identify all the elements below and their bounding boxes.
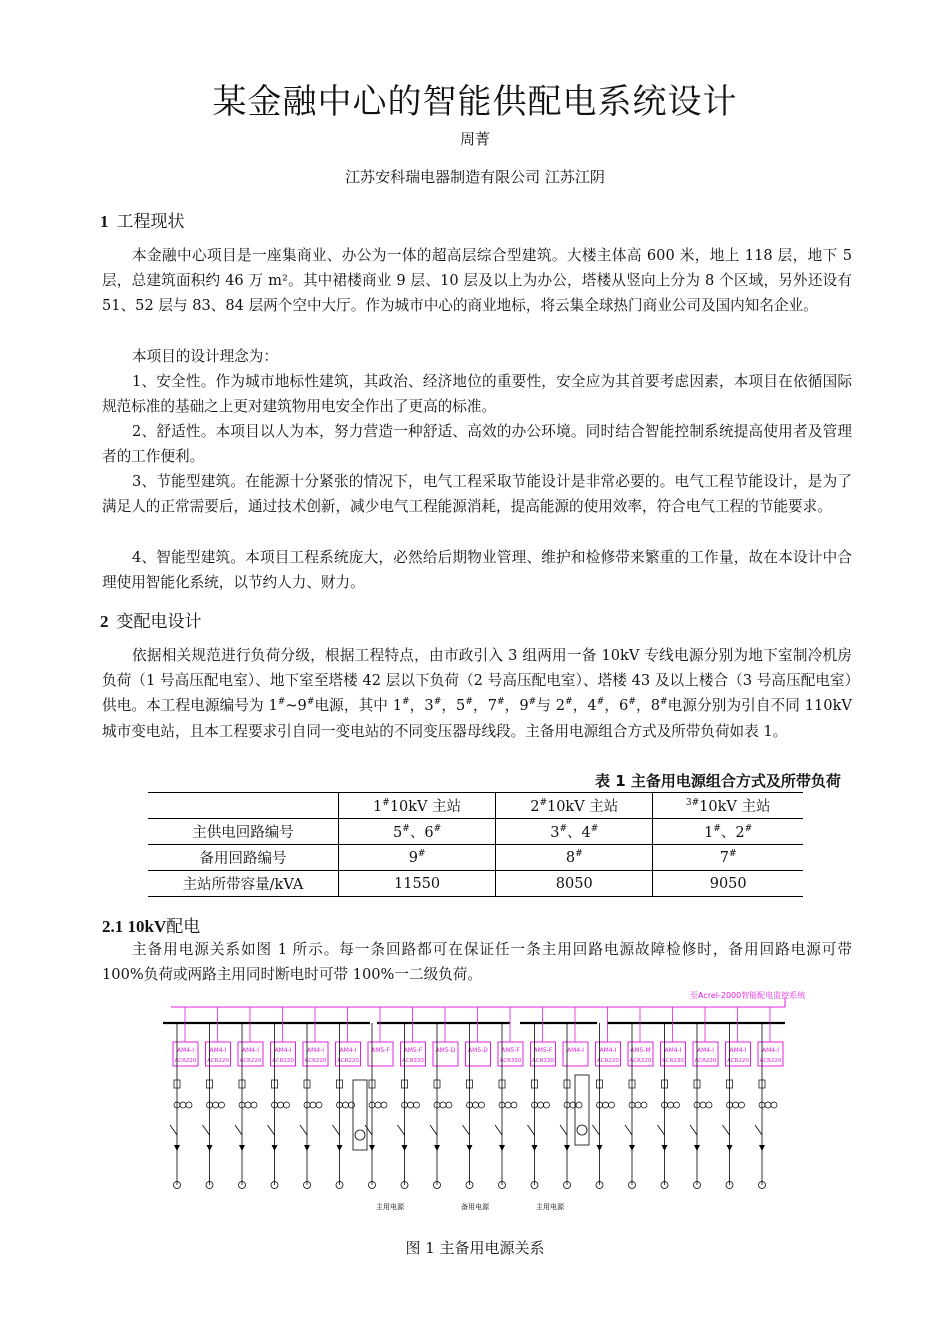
meter-model-label: AM4-I bbox=[241, 1047, 260, 1054]
section-1-paragraph-5: 3、节能型建筑。在能源十分紧张的情况下，电气工程采取节能设计是非常必要的。电气工程节能设计，是为了满足人的正常需要后，通过技术创新，减少电气工程能源消耗，提高能源的使用效率，符合电气工程的节能要求。 bbox=[102, 473, 852, 516]
meter-model-label: AM5-F bbox=[371, 1047, 390, 1054]
switch-symbol bbox=[170, 1125, 177, 1135]
table-cell: 5#、6# bbox=[339, 819, 496, 845]
ct-symbol bbox=[219, 1102, 225, 1108]
meter-model-label: AM5-M bbox=[630, 1047, 651, 1054]
meter-model-label: AM4-I bbox=[176, 1047, 195, 1054]
ct-symbol bbox=[511, 1102, 517, 1108]
monitoring-system-label: 至Acrel-2000智能配电监控系统 bbox=[690, 991, 805, 1000]
ct-symbol bbox=[733, 1102, 739, 1108]
pt-symbol bbox=[355, 1130, 365, 1140]
table-header-cell: 1#10kV 主站 bbox=[339, 793, 496, 819]
section-2-title: 变配电设计 bbox=[116, 612, 202, 632]
source-label: 主用电源 bbox=[376, 1203, 404, 1211]
section-1-number: 1 bbox=[100, 212, 109, 231]
arrow-symbol bbox=[337, 1145, 343, 1151]
table-header-cell: 2#10kV 主站 bbox=[496, 793, 653, 819]
ct-symbol bbox=[180, 1102, 186, 1108]
meter-model-label: AM5-F bbox=[501, 1047, 520, 1054]
meter-type-label: ACR220 bbox=[304, 1058, 327, 1064]
arrow-symbol bbox=[467, 1145, 473, 1151]
switch-symbol bbox=[398, 1125, 405, 1135]
section-1-paragraph-4: 2、舒适性。本项目以人为本，努力营造一种舒适、高效的办公环境。同时结合智能控制系统提高使用者及管理者的工作便利。 bbox=[102, 423, 852, 466]
paper-title: 某金融中心的智能供配电系统设计 bbox=[212, 82, 738, 122]
switch-symbol bbox=[625, 1125, 632, 1135]
table-cell: 1#、2# bbox=[653, 819, 803, 845]
meter-model-label: AM5-D bbox=[468, 1047, 488, 1054]
table-cell: 3#、4# bbox=[496, 819, 653, 845]
meter-model-label: AM4-I bbox=[729, 1047, 747, 1054]
ct-symbol bbox=[603, 1102, 609, 1108]
arrow-symbol bbox=[239, 1145, 245, 1151]
meter-type-label: ACR220 bbox=[629, 1058, 652, 1064]
section-1-paragraph-2: 本项目的设计理念为： bbox=[132, 348, 278, 365]
switch-symbol bbox=[333, 1125, 340, 1135]
table-header-cell: $^{3\#}$10kV 主站 bbox=[653, 793, 803, 819]
ct-symbol bbox=[284, 1102, 290, 1108]
arrow-symbol bbox=[564, 1145, 570, 1151]
table-cell: 8# bbox=[496, 845, 653, 871]
ct-symbol bbox=[310, 1102, 316, 1108]
switch-symbol bbox=[755, 1125, 762, 1135]
meter-type-label: ACR220 bbox=[207, 1058, 229, 1064]
ct-symbol bbox=[343, 1102, 349, 1108]
ct-symbol bbox=[700, 1102, 706, 1108]
section-2-1-paragraph-1: 主备用电源关系如图 1 所示。每一条回路都可在保证任一条主用回路电源故障检修时，备用回路电源可带 100%负荷或两路主用同时断电时可带 100%一二级负荷。 bbox=[102, 941, 852, 984]
ct-symbol bbox=[245, 1102, 251, 1108]
switch-symbol bbox=[528, 1125, 535, 1135]
section-2-1-heading bbox=[102, 912, 200, 937]
switch-symbol bbox=[593, 1125, 600, 1135]
ct-symbol bbox=[635, 1102, 641, 1108]
ct-symbol bbox=[739, 1102, 745, 1108]
ct-symbol bbox=[505, 1102, 511, 1108]
switch-symbol bbox=[690, 1125, 697, 1135]
switch-symbol bbox=[235, 1125, 242, 1135]
table-cell: 8050 bbox=[496, 871, 653, 897]
section-1-paragraph-3: 1、安全性。作为城市地标性建筑，其政治、经济地位的重要性，安全应为其首要考虑因素，本项目在依循国际规范标准的基础之上更对建筑物用电安全作出了更高的标准。 bbox=[102, 373, 852, 416]
ct-symbol bbox=[576, 1102, 582, 1108]
section-2-paragraph-1: 依据相关规范进行负荷分级，根据工程特点，由市政引入 3 组两用一备 10kV 专线电源分别为地下室制冷机房负荷（1 号高压配电室）、地下室至塔楼 42 层以下负荷（2 号高压配电室）、塔楼 43 及以上楼合（3 号高压配电室）供电。本工程电源编号为 1#~9#电源，其中 1#，3#，5#，7#，9#与 2#，4#，6#，8#电源分别为引自不同 110kV 城市变电站，且本工程要求引自同一变电站的不同变压器母线段。主备用电源组合方式及所带负荷如表 1。 bbox=[102, 647, 852, 740]
meter-type-label: ACR330 bbox=[402, 1058, 424, 1064]
switch-symbol bbox=[658, 1125, 665, 1135]
meter-type-label: ACR330 bbox=[532, 1058, 554, 1064]
table-row bbox=[148, 819, 803, 845]
arrow-symbol bbox=[272, 1145, 278, 1151]
meter-model-label: AM4-I bbox=[664, 1047, 682, 1054]
source-label: 备用电源 bbox=[461, 1203, 489, 1211]
arrow-symbol bbox=[727, 1145, 733, 1151]
arrow-symbol bbox=[597, 1145, 603, 1151]
ct-symbol bbox=[446, 1102, 452, 1108]
ct-symbol bbox=[381, 1102, 387, 1108]
arrow-symbol bbox=[694, 1145, 700, 1151]
meter-model-label: AM4-I bbox=[761, 1047, 780, 1054]
switch-symbol bbox=[365, 1125, 372, 1135]
table-cell: 11550 bbox=[339, 871, 496, 897]
diagram-svg bbox=[145, 985, 805, 1215]
section-1-title: 工程现状 bbox=[116, 212, 185, 232]
source-label: 主用电源 bbox=[536, 1203, 564, 1211]
switch-symbol bbox=[203, 1125, 210, 1135]
author: 周菁 bbox=[459, 130, 490, 148]
table-1 bbox=[148, 792, 803, 897]
switch-symbol bbox=[723, 1125, 730, 1135]
pt-compartment bbox=[353, 1080, 367, 1150]
meter-type-label: ACR220 bbox=[239, 1058, 262, 1064]
section-1-paragraph-6: 4、智能型建筑。本项目工程系统庞大，必然给后期物业管理、维护和检修带来繁重的工作量，故在本设计中合理使用智能化系统，以节约人力、财力。 bbox=[102, 549, 852, 592]
figure-1-caption: 图 1 主备用电源关系 bbox=[405, 1239, 545, 1257]
section-1-heading bbox=[100, 207, 185, 232]
ct-symbol bbox=[538, 1102, 544, 1108]
arrow-symbol bbox=[629, 1145, 635, 1151]
meter-model-label: AM5-F bbox=[533, 1047, 553, 1054]
meter-type-label: ACR220 bbox=[337, 1058, 359, 1064]
table-cell: 9050 bbox=[653, 871, 803, 897]
meter-type-label: ACR220 bbox=[694, 1058, 717, 1064]
arrow-symbol bbox=[662, 1145, 668, 1151]
meter-model-label: AM4-I bbox=[566, 1047, 585, 1054]
table-row bbox=[148, 845, 803, 871]
ct-symbol bbox=[668, 1102, 674, 1108]
meter-type-label: ACR220 bbox=[759, 1058, 782, 1064]
ct-symbol bbox=[771, 1102, 777, 1108]
arrow-symbol bbox=[402, 1145, 408, 1151]
ct-symbol bbox=[278, 1102, 284, 1108]
meter-model-label: AM4-I bbox=[599, 1047, 617, 1054]
arrow-symbol bbox=[207, 1145, 213, 1151]
arrow-symbol bbox=[434, 1145, 440, 1151]
meter-type-label: ACR220 bbox=[727, 1058, 749, 1064]
ct-symbol bbox=[765, 1102, 771, 1108]
ct-symbol bbox=[641, 1102, 647, 1108]
affiliation: 江苏安科瑞电器制造有限公司 江苏江阴 bbox=[345, 168, 605, 186]
switch-symbol bbox=[300, 1125, 307, 1135]
ct-symbol bbox=[414, 1102, 420, 1108]
switch-symbol bbox=[495, 1125, 502, 1135]
ct-symbol bbox=[609, 1102, 615, 1108]
switch-symbol bbox=[268, 1125, 275, 1135]
pt-symbol bbox=[577, 1125, 587, 1135]
meter-type-label: ACR220 bbox=[174, 1058, 197, 1064]
meter-model-label: AM4-I bbox=[306, 1047, 325, 1054]
row-label: 备用回路编号 bbox=[148, 845, 339, 871]
arrow-symbol bbox=[369, 1145, 375, 1151]
section-2-number: 2 bbox=[100, 612, 109, 631]
pt-compartment bbox=[575, 1075, 589, 1145]
ct-symbol bbox=[186, 1102, 192, 1108]
ct-symbol bbox=[473, 1102, 479, 1108]
table-header-row bbox=[148, 793, 803, 819]
meter-model-label: AM5-D bbox=[435, 1047, 456, 1054]
meter-model-label: AM4-I bbox=[696, 1047, 715, 1054]
arrow-symbol bbox=[304, 1145, 310, 1151]
row-label: 主供电回路编号 bbox=[148, 819, 339, 845]
ct-symbol bbox=[251, 1102, 257, 1108]
section-1-paragraph-1: 本金融中心项目是一座集商业、办公为一体的超高层综合型建筑。大楼主体高 600 米，地上 118 层，地下 5 层，总建筑面积约 46 万 m²。其中裙楼商业 9 层、10 层及以上为办公，塔楼从竖向上分为 8 个区域，另外还设有 51、52 层与 83、84 层两个空中大厅。作为城市中心的商业地标，将云集全球热门商业公司及国内知名企业。 bbox=[102, 247, 852, 315]
ct-symbol bbox=[544, 1102, 550, 1108]
meter-type-label: ACR330 bbox=[499, 1058, 522, 1064]
meter-model-label: AM4-I bbox=[339, 1047, 357, 1054]
table-row bbox=[148, 871, 803, 897]
arrow-symbol bbox=[759, 1145, 765, 1151]
figure-1-single-line-diagram bbox=[145, 985, 805, 1215]
switch-symbol bbox=[430, 1125, 437, 1135]
ct-symbol bbox=[706, 1102, 712, 1108]
table-cell: 7# bbox=[653, 845, 803, 871]
ct-symbol bbox=[316, 1102, 322, 1108]
meter-type-label: ACR220 bbox=[272, 1058, 294, 1064]
ct-symbol bbox=[349, 1102, 355, 1108]
section-2-1-title: 配电 bbox=[166, 917, 201, 937]
meter-type-label: ACR230 bbox=[662, 1058, 684, 1064]
meter-model-label: AM4-I bbox=[274, 1047, 292, 1054]
meter-type-label: ACR220 bbox=[597, 1058, 619, 1064]
ct-symbol bbox=[479, 1102, 485, 1108]
ct-symbol bbox=[375, 1102, 381, 1108]
meter-model-label: AM5-F bbox=[403, 1047, 423, 1054]
row-label: 主站所带容量/kVA bbox=[148, 871, 339, 897]
ct-symbol bbox=[674, 1102, 680, 1108]
ct-symbol bbox=[213, 1102, 219, 1108]
ct-symbol bbox=[408, 1102, 414, 1108]
table-cell: 9# bbox=[339, 845, 496, 871]
section-2-heading bbox=[100, 607, 202, 632]
section-2-1-number: 2.1 10kV bbox=[102, 917, 167, 936]
table-1-caption: 表 1 主备用电源组合方式及所带负荷 bbox=[595, 772, 841, 790]
switch-symbol bbox=[463, 1125, 470, 1135]
ct-symbol bbox=[440, 1102, 446, 1108]
arrow-symbol bbox=[174, 1145, 180, 1151]
meter-model-label: AM4-I bbox=[209, 1047, 227, 1054]
switch-symbol bbox=[560, 1125, 567, 1135]
arrow-symbol bbox=[499, 1145, 505, 1151]
arrow-symbol bbox=[532, 1145, 538, 1151]
